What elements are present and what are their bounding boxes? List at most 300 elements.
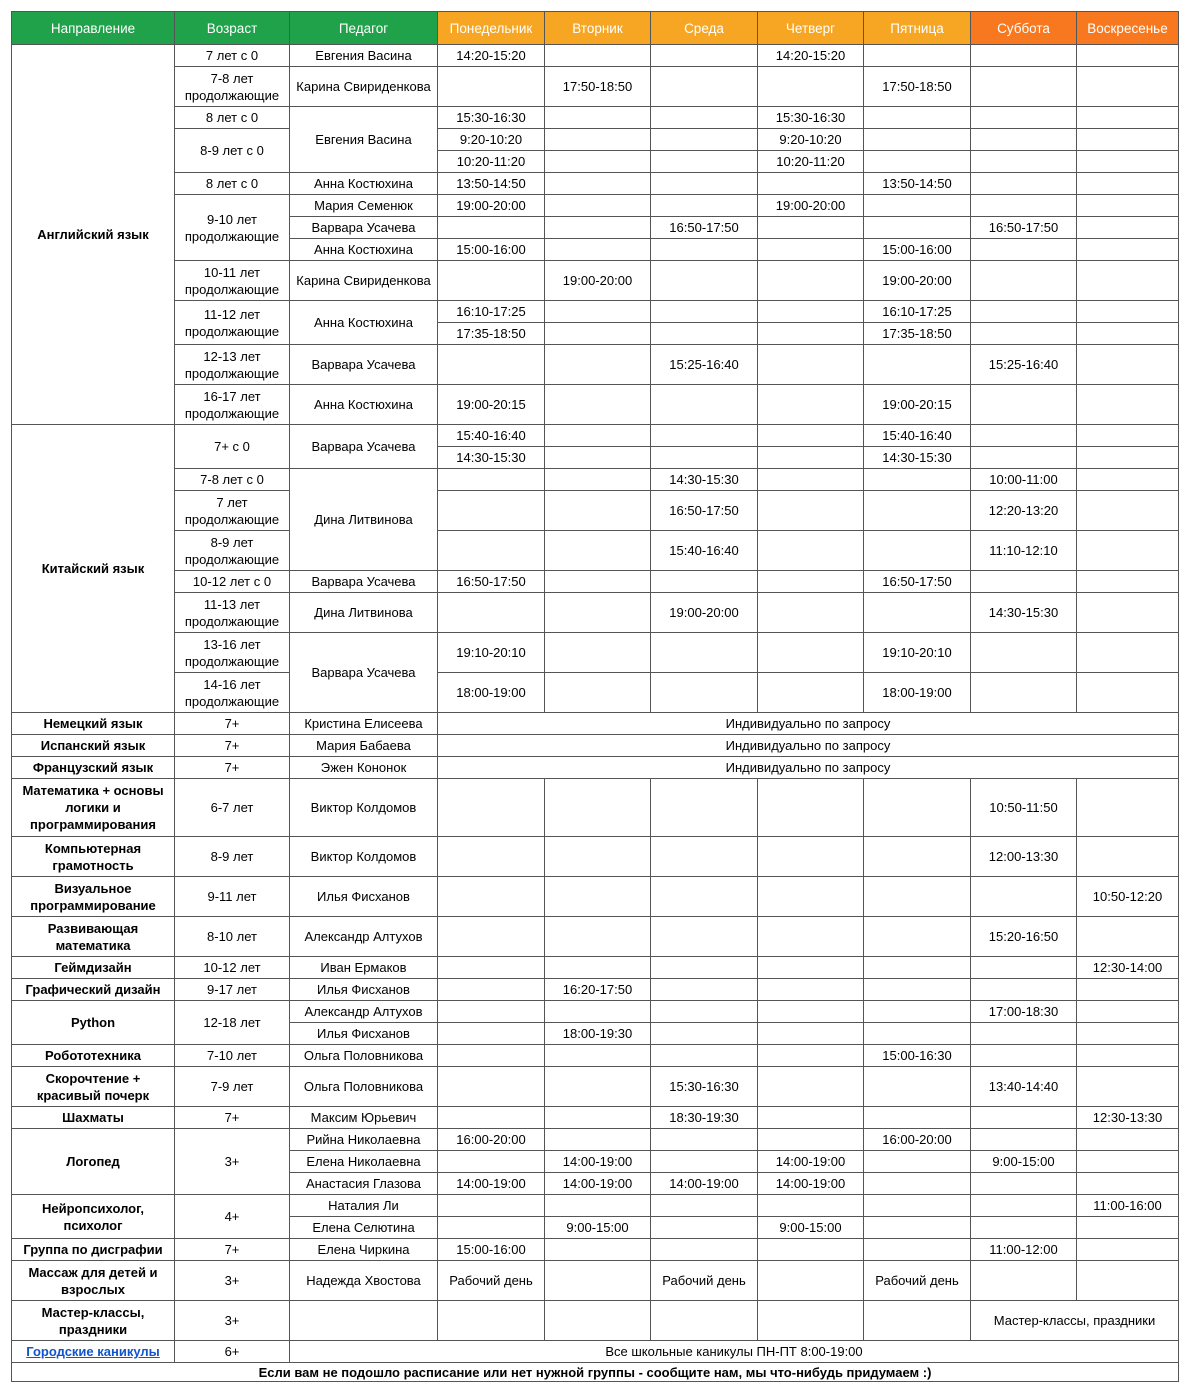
day-cell-sun: [1077, 45, 1179, 67]
day-cell-fri: [864, 1173, 971, 1195]
age-cell: 3+: [175, 1301, 290, 1341]
day-cell-tue: [545, 239, 651, 261]
schedule-row: [12, 385, 1179, 425]
day-cell-wed: [651, 1001, 758, 1023]
day-cell-sat: [971, 45, 1077, 67]
schedule-row: [12, 425, 1179, 447]
schedule-row: [12, 633, 1179, 673]
day-cell-fri: 15:40-16:40: [864, 425, 971, 447]
schedule-row: [12, 1195, 1179, 1217]
day-cell-fri: [864, 345, 971, 385]
col-header-teacher: Педагог: [290, 12, 438, 45]
direction-cell: Математика + основы логики и программирования: [12, 779, 175, 837]
day-cell-sat: [971, 385, 1077, 425]
day-cell-wed: [651, 323, 758, 345]
teacher-cell: Дина Литвинова: [290, 469, 438, 571]
day-cell-wed: 14:00-19:00: [651, 1173, 758, 1195]
day-cell-thu: 14:00-19:00: [758, 1173, 864, 1195]
day-cell-fri: [864, 1151, 971, 1173]
day-cell-fri: [864, 469, 971, 491]
day-cell-tue: [545, 1261, 651, 1301]
day-cell-tue: [545, 301, 651, 323]
teacher-cell: [290, 1301, 438, 1341]
age-cell: 7+: [175, 713, 290, 735]
day-cell-tue: 14:00-19:00: [545, 1173, 651, 1195]
day-cell-wed: [651, 447, 758, 469]
schedule-row: [12, 1301, 1179, 1341]
schedule-row: [12, 713, 1179, 735]
day-cell-sat: [971, 1261, 1077, 1301]
day-cell-sat: [971, 173, 1077, 195]
day-cell-tue: 9:00-15:00: [545, 1217, 651, 1239]
age-cell: 6+: [175, 1341, 290, 1363]
day-cell-thu: [758, 447, 864, 469]
day-cell-tue: [545, 1129, 651, 1151]
teacher-cell: Иван Ермаков: [290, 957, 438, 979]
col-header-direction: Направление: [12, 12, 175, 45]
day-cell-wed: [651, 1151, 758, 1173]
day-cell-wed: [651, 1023, 758, 1045]
day-cell-fri: [864, 45, 971, 67]
day-cell-sat: [971, 129, 1077, 151]
teacher-cell: Карина Свириденкова: [290, 261, 438, 301]
direction-cell: Логопед: [12, 1129, 175, 1195]
schedule-row: [12, 1129, 1179, 1151]
day-cell-fri: [864, 917, 971, 957]
day-cell-sun: 12:30-13:30: [1077, 1107, 1179, 1129]
age-cell: 7-10 лет: [175, 1045, 290, 1067]
day-cell-sat: [971, 979, 1077, 1001]
age-cell: 7+: [175, 735, 290, 757]
day-cell-sun: [1077, 385, 1179, 425]
day-cell-sat: [971, 877, 1077, 917]
schedule-row: [12, 673, 1179, 713]
day-cell-sun: 11:00-16:00: [1077, 1195, 1179, 1217]
teacher-cell: Мария Бабаева: [290, 735, 438, 757]
age-cell: 3+: [175, 1261, 290, 1301]
day-cell-sat: [971, 323, 1077, 345]
day-cell-thu: [758, 979, 864, 1001]
day-cell-wed: [651, 151, 758, 173]
teacher-cell: Виктор Колдомов: [290, 779, 438, 837]
day-cell-tue: [545, 1301, 651, 1341]
day-cell-tue: [545, 593, 651, 633]
day-cell-thu: [758, 1107, 864, 1129]
age-cell: 8-9 лет с 0: [175, 129, 290, 173]
teacher-cell: Кристина Елисеева: [290, 713, 438, 735]
day-cell-fri: [864, 1239, 971, 1261]
day-cell-mon: [438, 261, 545, 301]
direction-cell: Испанский язык: [12, 735, 175, 757]
direction-cell: Группа по дисграфии: [12, 1239, 175, 1261]
age-cell: 8-9 лет продолжающие: [175, 531, 290, 571]
day-cell-wed: [651, 1217, 758, 1239]
day-cell-sun: [1077, 593, 1179, 633]
footer-row: [12, 1363, 1179, 1382]
day-cell-fri: 19:10-20:10: [864, 633, 971, 673]
schedule-row: [12, 757, 1179, 779]
day-cell-sun: [1077, 67, 1179, 107]
day-cell-mon: 9:20-10:20: [438, 129, 545, 151]
day-cell-mon: 16:00-20:00: [438, 1129, 545, 1151]
day-cell-tue: [545, 1195, 651, 1217]
day-cell-fri: [864, 1023, 971, 1045]
day-cell-wed: [651, 385, 758, 425]
day-cell-sun: [1077, 1001, 1179, 1023]
day-cell-sun: [1077, 531, 1179, 571]
day-cell-thu: [758, 1129, 864, 1151]
day-cell-wed: [651, 957, 758, 979]
day-cell-sat: 17:00-18:30: [971, 1001, 1077, 1023]
day-cell-tue: [545, 173, 651, 195]
day-cell-thu: [758, 173, 864, 195]
teacher-cell: Варвара Усачева: [290, 425, 438, 469]
day-cell-tue: [545, 469, 651, 491]
day-cell-thu: [758, 1023, 864, 1045]
day-cell-fri: 14:30-15:30: [864, 447, 971, 469]
day-cell-thu: 10:20-11:20: [758, 151, 864, 173]
day-cell-wed: [651, 261, 758, 301]
day-cell-mon: 14:30-15:30: [438, 447, 545, 469]
day-cell-mon: [438, 1045, 545, 1067]
direction-cell: Робототехника: [12, 1045, 175, 1067]
schedule-row: [12, 469, 1179, 491]
age-cell: 13-16 лет продолжающие: [175, 633, 290, 673]
age-cell: 8-10 лет: [175, 917, 290, 957]
col-header-monday: Понедельник: [438, 12, 545, 45]
day-cell-tue: [545, 779, 651, 837]
day-cell-fri: [864, 195, 971, 217]
teacher-cell: Елена Чиркина: [290, 1239, 438, 1261]
age-cell: 7-9 лет: [175, 1067, 290, 1107]
day-cell-thu: [758, 531, 864, 571]
day-cell-mon: [438, 1301, 545, 1341]
day-cell-fri: 16:10-17:25: [864, 301, 971, 323]
direction-cell: Нейропсихолог, психолог: [12, 1195, 175, 1239]
age-cell: 6-7 лет: [175, 779, 290, 837]
day-cell-sat: 12:00-13:30: [971, 837, 1077, 877]
city-holidays-link[interactable]: Городские каникулы: [26, 1344, 160, 1359]
day-cell-tue: [545, 491, 651, 531]
teacher-cell: Варвара Усачева: [290, 345, 438, 385]
day-cell-thu: [758, 1067, 864, 1107]
day-cell-sat: 15:25-16:40: [971, 345, 1077, 385]
schedule-row: [12, 1107, 1179, 1129]
schedule-row: [12, 917, 1179, 957]
day-cell-fri: [864, 531, 971, 571]
day-cell-sun: 12:30-14:00: [1077, 957, 1179, 979]
day-cell-fri: 19:00-20:00: [864, 261, 971, 301]
day-cell-sat: 16:50-17:50: [971, 217, 1077, 239]
day-cell-fri: [864, 1217, 971, 1239]
day-cell-wed: [651, 67, 758, 107]
day-cell-mon: [438, 67, 545, 107]
day-cell-tue: [545, 447, 651, 469]
day-cell-fri: [864, 979, 971, 1001]
age-cell: 7+: [175, 1107, 290, 1129]
day-cell-mon: 15:30-16:30: [438, 107, 545, 129]
teacher-cell: Александр Алтухов: [290, 917, 438, 957]
day-cell-wed: 15:25-16:40: [651, 345, 758, 385]
day-cell-mon: 16:50-17:50: [438, 571, 545, 593]
day-cell-tue: [545, 633, 651, 673]
direction-cell: Китайский язык: [12, 425, 175, 713]
day-cell-sat: [971, 151, 1077, 173]
teacher-cell: Карина Свириденкова: [290, 67, 438, 107]
teacher-cell: Максим Юрьевич: [290, 1107, 438, 1129]
col-header-thursday: Четверг: [758, 12, 864, 45]
age-cell: 12-13 лет продолжающие: [175, 345, 290, 385]
day-cell-sun: [1077, 345, 1179, 385]
day-cell-wed: [651, 107, 758, 129]
schedule-row: [12, 1341, 1179, 1363]
day-cell-thu: [758, 571, 864, 593]
day-cell-sun: [1077, 261, 1179, 301]
day-cell-tue: [545, 1067, 651, 1107]
day-cell-sat: [971, 195, 1077, 217]
day-cell-mon: 15:40-16:40: [438, 425, 545, 447]
day-cell-mon: [438, 1195, 545, 1217]
day-cell-mon: [438, 1067, 545, 1107]
day-cell-tue: [545, 425, 651, 447]
day-cell-mon: [438, 469, 545, 491]
day-cell-mon: [438, 979, 545, 1001]
footer-note: Если вам не подошло расписание или нет нужной группы - сообщите нам, мы что-нибудь придумаем :): [12, 1363, 1179, 1382]
day-cell-thu: [758, 217, 864, 239]
schedule-table: [11, 11, 1179, 1382]
day-cell-wed: [651, 673, 758, 713]
day-cell-mon: 19:10-20:10: [438, 633, 545, 673]
day-cell-thu: [758, 1261, 864, 1301]
teacher-cell: Евгения Васина: [290, 45, 438, 67]
schedule-row: [12, 1261, 1179, 1301]
teacher-cell: Варвара Усачева: [290, 217, 438, 239]
teacher-cell: Евгения Васина: [290, 107, 438, 173]
day-cell-tue: 19:00-20:00: [545, 261, 651, 301]
day-cell-sun: [1077, 129, 1179, 151]
day-cell-fri: 19:00-20:15: [864, 385, 971, 425]
age-cell: 4+: [175, 1195, 290, 1239]
day-cell-sat: [971, 1045, 1077, 1067]
direction-cell: Французский язык: [12, 757, 175, 779]
day-cell-thu: [758, 779, 864, 837]
schedule-row: [12, 195, 1179, 217]
schedule-row: [12, 837, 1179, 877]
direction-cell: Мастер-классы, праздники: [12, 1301, 175, 1341]
teacher-cell: Илья Фисханов: [290, 877, 438, 917]
col-header-saturday: Суббота: [971, 12, 1077, 45]
day-cell-tue: [545, 129, 651, 151]
direction-cell: Развивающая математика: [12, 917, 175, 957]
day-cell-sat: [971, 1129, 1077, 1151]
day-cell-tue: [545, 323, 651, 345]
day-cell-thu: 14:00-19:00: [758, 1151, 864, 1173]
age-cell: 7-8 лет продолжающие: [175, 67, 290, 107]
direction-cell: Массаж для детей и взрослых: [12, 1261, 175, 1301]
day-cell-sat: 9:00-15:00: [971, 1151, 1077, 1173]
day-cell-sat: [971, 957, 1077, 979]
day-cell-mon: [438, 1023, 545, 1045]
day-cell-fri: [864, 1067, 971, 1107]
teacher-cell: Елена Селютина: [290, 1217, 438, 1239]
day-cell-mon: [438, 877, 545, 917]
day-cell-sat: [971, 1217, 1077, 1239]
day-cell-wed: [651, 1129, 758, 1151]
day-cell-wed: [651, 425, 758, 447]
day-cell-thu: [758, 345, 864, 385]
day-cell-thu: 9:20-10:20: [758, 129, 864, 151]
day-cell-tue: [545, 151, 651, 173]
schedule-row: [12, 571, 1179, 593]
col-header-friday: Пятница: [864, 12, 971, 45]
day-cell-tue: [545, 385, 651, 425]
day-cell-wed: [651, 45, 758, 67]
day-cell-wed: [651, 877, 758, 917]
day-cell-sat: [971, 261, 1077, 301]
day-cell-thu: 19:00-20:00: [758, 195, 864, 217]
schedule-body: [12, 45, 1179, 1382]
day-cell-thu: [758, 877, 864, 917]
schedule-row: [12, 345, 1179, 385]
day-cell-thu: [758, 67, 864, 107]
teacher-cell: Анастасия Глазова: [290, 1173, 438, 1195]
age-cell: 14-16 лет продолжающие: [175, 673, 290, 713]
day-cell-mon: 14:20-15:20: [438, 45, 545, 67]
day-cell-thu: [758, 1301, 864, 1341]
day-cell-mon: [438, 593, 545, 633]
day-cell-sun: [1077, 779, 1179, 837]
day-cell-fri: [864, 1107, 971, 1129]
day-cell-sun: [1077, 301, 1179, 323]
day-cell-sun: [1077, 323, 1179, 345]
day-cell-mon: [438, 1151, 545, 1173]
day-cell-fri: [864, 877, 971, 917]
direction-cell: Компьютерная грамотность: [12, 837, 175, 877]
day-cell-thu: [758, 469, 864, 491]
day-cell-tue: 14:00-19:00: [545, 1151, 651, 1173]
day-cell-wed: 18:30-19:30: [651, 1107, 758, 1129]
day-cell-wed: [651, 195, 758, 217]
day-cell-thu: [758, 385, 864, 425]
day-cell-thu: [758, 1001, 864, 1023]
day-cell-thu: 15:30-16:30: [758, 107, 864, 129]
day-cell-fri: 18:00-19:00: [864, 673, 971, 713]
day-cell-wed: [651, 1239, 758, 1261]
schedule-row: [12, 593, 1179, 633]
teacher-cell: Илья Фисханов: [290, 1023, 438, 1045]
day-cell-tue: 18:00-19:30: [545, 1023, 651, 1045]
day-cell-sun: [1077, 173, 1179, 195]
on-request-cell: Индивидуально по запросу: [438, 757, 1179, 779]
direction-cell: Графический дизайн: [12, 979, 175, 1001]
age-cell: 12-18 лет: [175, 1001, 290, 1045]
day-cell-fri: 13:50-14:50: [864, 173, 971, 195]
day-cell-sun: [1077, 1067, 1179, 1107]
day-cell-sat: 11:10-12:10: [971, 531, 1077, 571]
day-cell-mon: [438, 957, 545, 979]
day-cell-fri: [864, 593, 971, 633]
masterclass-cell: Мастер-классы, праздники: [971, 1301, 1179, 1341]
day-cell-thu: [758, 301, 864, 323]
age-cell: 7+: [175, 757, 290, 779]
day-cell-mon: 14:00-19:00: [438, 1173, 545, 1195]
day-cell-mon: 13:50-14:50: [438, 173, 545, 195]
day-cell-wed: 15:30-16:30: [651, 1067, 758, 1107]
schedule-row: [12, 45, 1179, 67]
day-cell-sat: [971, 1173, 1077, 1195]
day-cell-wed: [651, 1301, 758, 1341]
day-cell-fri: Рабочий день: [864, 1261, 971, 1301]
teacher-cell: Елена Николаевна: [290, 1151, 438, 1173]
day-cell-tue: [545, 673, 651, 713]
day-cell-sat: [971, 447, 1077, 469]
day-cell-thu: [758, 957, 864, 979]
day-cell-sun: [1077, 1239, 1179, 1261]
day-cell-thu: [758, 673, 864, 713]
day-cell-sat: 11:00-12:00: [971, 1239, 1077, 1261]
day-cell-sun: [1077, 239, 1179, 261]
day-cell-sun: [1077, 107, 1179, 129]
age-cell: 10-12 лет: [175, 957, 290, 979]
day-cell-sat: [971, 67, 1077, 107]
age-cell: 8 лет с 0: [175, 173, 290, 195]
day-cell-wed: 14:30-15:30: [651, 469, 758, 491]
day-cell-sat: 10:00-11:00: [971, 469, 1077, 491]
day-cell-sun: [1077, 1261, 1179, 1301]
teacher-cell: Анна Костюхина: [290, 239, 438, 261]
day-cell-sun: [1077, 1217, 1179, 1239]
day-cell-wed: 19:00-20:00: [651, 593, 758, 633]
age-cell: 8-9 лет: [175, 837, 290, 877]
day-cell-sun: [1077, 1023, 1179, 1045]
day-cell-mon: [438, 491, 545, 531]
schedule-row: [12, 1001, 1179, 1023]
day-cell-wed: [651, 301, 758, 323]
day-cell-wed: [651, 779, 758, 837]
on-request-cell: Индивидуально по запросу: [438, 735, 1179, 757]
day-cell-tue: [545, 917, 651, 957]
teacher-cell: Мария Семенюк: [290, 195, 438, 217]
day-cell-sat: [971, 239, 1077, 261]
day-cell-thu: [758, 917, 864, 957]
direction-cell: Геймдизайн: [12, 957, 175, 979]
day-cell-sat: [971, 1195, 1077, 1217]
day-cell-tue: 17:50-18:50: [545, 67, 651, 107]
day-cell-sat: 13:40-14:40: [971, 1067, 1077, 1107]
day-cell-mon: [438, 345, 545, 385]
teacher-cell: Илья Фисханов: [290, 979, 438, 1001]
day-cell-tue: [545, 195, 651, 217]
schedule-row: [12, 979, 1179, 1001]
day-cell-tue: [545, 877, 651, 917]
schedule-row: [12, 531, 1179, 571]
day-cell-sun: [1077, 673, 1179, 713]
day-cell-tue: [545, 1045, 651, 1067]
day-cell-sun: [1077, 979, 1179, 1001]
schedule-row: [12, 735, 1179, 757]
day-cell-sat: 14:30-15:30: [971, 593, 1077, 633]
schedule-row: [12, 67, 1179, 107]
day-cell-wed: [651, 571, 758, 593]
age-cell: 7 лет продолжающие: [175, 491, 290, 531]
teacher-cell: Рийна Николаевна: [290, 1129, 438, 1151]
day-cell-fri: [864, 957, 971, 979]
age-cell: 9-17 лет: [175, 979, 290, 1001]
col-header-age: Возраст: [175, 12, 290, 45]
age-cell: 9-11 лет: [175, 877, 290, 917]
day-cell-sun: [1077, 633, 1179, 673]
direction-cell: Английский язык: [12, 45, 175, 425]
